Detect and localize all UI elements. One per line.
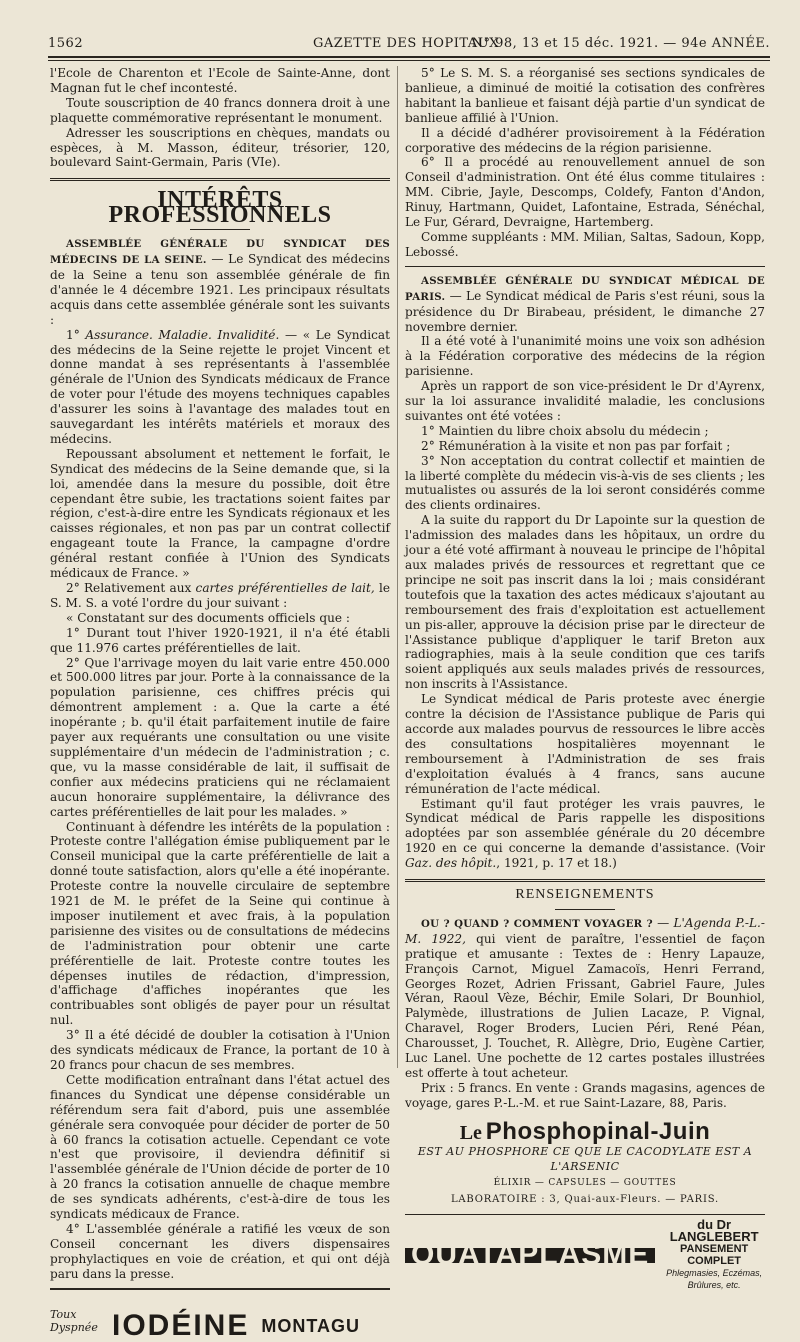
text: le S. M. S. a voté l'ordre du jour suivant :: [50, 581, 391, 610]
right-column: [405, 66, 765, 1291]
paragraph: 3° Il a été décidé de doubler la cotisation à l'Union des syndicats médicaux de France, la portant de 10 à 20 francs pour chacun de ses membres.: [50, 1028, 390, 1072]
paragraph: [50, 328, 390, 447]
text: L'Agenda P.-L.-M. 1922,: [405, 915, 765, 946]
article-heading: ASSEMBLÉE GÉNÉRALE DU SYNDICAT DES MÉDECINS DE LA SEINE.: [50, 238, 390, 267]
text: , 1921, p. 17 et 18.): [496, 856, 617, 871]
text: 1°: [66, 327, 86, 342]
text: —: [652, 915, 674, 930]
text: qui vient de paraître, l'essentiel de façon pratique et amusante : Textes de : Henry Lapauze, François Carnot, Miguel Zamacoïs, Henri Ferrand, Georges Rozet, Adrien Frissant, Gabriel Faure, Jules Véran, Raoul Vèze, Béchir, Emile Solari, Dr Bounhiol, Palymède, illustrations de Julien Lacaze, P. Vignal, Charavel, Roger Broders, Lucien Péri, René Péan, Charousset, J. Touchet, R. Allègre, Drio, Eugène Cartier, Luc Lanel. Une pochette de 12 cartes postales illustrées est offerte à tout acheteur.: [405, 931, 765, 1080]
text: 2° Relativement aux: [66, 581, 196, 595]
ad-details: [663, 1219, 765, 1291]
paragraph: Comme suppléants : MM. Milian, Saltas, Sadoun, Kopp, Lebossé.: [405, 229, 765, 259]
ad-text: PANSEMENT COMPLET: [679, 1243, 749, 1268]
paragraph: Il a été voté à l'unanimité moins une voix son adhésion à la Fédération corporative des médecins de la région parisienne.: [405, 334, 765, 379]
section-title: RENSEIGNEMENTS: [515, 887, 655, 903]
paragraph: Prix : 5 francs. En vente : Grands magasins, agences de voyage, gares P.-L.-M. et rue Saint-Lazare, 88, Paris.: [405, 1080, 765, 1110]
section-rule: [50, 178, 390, 181]
text: Assurance. Maladie. Invalidité.: [85, 327, 280, 342]
short-rule: [555, 909, 615, 910]
paragraph: 4° L'assemblée générale a ratifié les vœux de son Conseil concernant les divers dispensaires prophylactiques en voie de création, et qui ont déjà paru dans la presse.: [50, 1221, 390, 1281]
paragraph: 6° Il a procédé au renouvellement annuel de son Conseil d'administration. Ont été élus comme titulaires : MM. Cibrie, Jayle, Descomps, Coldefy, Fanton d'Andon, Rinuy, Hartmann, Quidet, Lafontaine, Estrada, Sénéchal, Le Fur, Gérard, Devraigne, Hartemberg.: [405, 155, 765, 230]
ad-text: Toux: [50, 1307, 77, 1321]
paragraph: 1° Durant tout l'hiver 1920-1921, il n'a été établi que 11.976 cartes préférentielles de lait.: [50, 625, 390, 655]
text: — Le Syndicat des médecins de la Seine a tenu son assemblée générale de fin d'année le 4 décembre 1921. Les principaux résultats acquis dans cette assemblée générale sont les suivants :: [50, 252, 390, 327]
paragraph: [405, 797, 765, 872]
ad-tagline: EST AU PHOSPHORE CE QUE LE CACODYLATE EST A L'ARSENIC: [417, 1144, 753, 1173]
article-heading: OU ? QUAND ? COMMENT VOYAGER ?: [421, 917, 653, 930]
text: — Le Syndicat médical de Paris s'est réuni, sous la présidence du Dr Birabeau, président, le dimanche 27 novembre dernier.: [405, 288, 765, 334]
section-rule: [405, 266, 765, 267]
short-rule: [190, 229, 250, 230]
section-title: INTÉRÊTS PROFESSIONNELS: [108, 187, 332, 229]
ad-brand: MONTAGU: [261, 1315, 361, 1336]
left-column: [50, 66, 391, 1342]
header-rule-thin: [48, 60, 770, 61]
ad-indications: [50, 1308, 106, 1334]
paragraph: « Constatant sur des documents officiels que :: [66, 610, 350, 625]
paragraph: 1° Maintien du libre choix absolu du médecin ;: [421, 423, 709, 438]
paragraph: 2° Que l'arrivage moyen du lait varie entre 450.000 et 500.000 litres par jour. Porte à la connaissance de la population parisienne, ces chiffres précis qui démontrent amplement : a. Que la carte a été inopérante ; b. qu'il était parfaitement inutile de faire payer aux requérants une consultation ou une visite supplémentaire d'un médecin de l'administration ; c. que, vu la masse considérable de lait, il suffisait de confier aux médecins praticiens qui ne réclamaient aucun honoraire supplémentaire, la délivrance des cartes préférentielles de lait pour les malades. »: [50, 655, 390, 819]
paragraph: Repoussant absolument et nettement le forfait, le Syndicat des médecins de la Seine demande que, si la loi, amendée dans la mesure du possible, doit être cependant être subie, les tractations soient faites par région, c'est-à-dire entre les Syndicats régionaux et les caisses régionales, et non pas par un contrat collectif engageant toute la France, la campagne d'ordre général restant confiée à l'Union des Syndicats médicaux de France. »: [50, 446, 390, 581]
paragraph: 3° Non acceptation du contrat collectif et maintien de la liberté complète du médecin vis-à-vis de ses clients ; les mutualistes ou assurés de la loi seront considérés comme des clients ordinaires.: [405, 453, 765, 513]
advertisement-ouataplasme: [405, 1214, 765, 1291]
paragraph: 5° Le S. M. S. a réorganisé ses sections syndicales de banlieue, a diminué de moitié la cotisation des confrères habitant la banlieue et faisant déjà partie d'un syndicat de banlieue affilié à l'Union.: [405, 66, 765, 125]
column-divider: [397, 66, 398, 1068]
paragraph: Le Syndicat médical de Paris proteste avec énergie contre la décision de l'Assistance publique de Paris qui accorde aux malades pourvus de ressources le libre accès des consultations hospitalières moyennant le remboursement à l'Administration de ses frais d'exploitation évalués à 4 francs, sans aucune rémunération de l'acte médical.: [405, 692, 765, 796]
paragraph: Cette modification entraînant dans l'état actuel des finances du Syndicat une dépense considérable un référendum sera fait d'abord, puis une assemblée générale sera convoquée pour décider de porter de 50 à 60 francs la cotisation actuelle. Cependant ce vote n'est que provisoire, il deviendra définitif si l'assemblée générale de l'Union décide de porter de 10 à 20 francs la cotisation annuelle de chaque membre de ses syndicats adhérents, c'est-à-dire de tous les syndicats médicaux de France.: [50, 1072, 390, 1222]
text: — « Le Syndicat des médecins de la Seine rejette le projet Vincent et donne mandat à ses représentants à l'assemblée générale de l'Union des Syndicats médicaux de France de voter pour l'étude des moyens techniques capables d'assurer les soins à l'avantage des malades tout en sauvegardant les intérêts matériels et moraux des médecins.: [50, 327, 390, 446]
paragraph: Après un rapport de son vice-président le Dr d'Ayrenx, sur la loi assurance invalidité maladie, les conclusions suivantes ont été votées :: [405, 379, 765, 423]
ad-product-name: IODÉINE: [112, 1308, 250, 1342]
paragraph: [50, 581, 390, 611]
ad-product-name: OUATAPLASME: [405, 1248, 655, 1263]
paragraph: l'Ecole de Charenton et l'Ecole de Sainte-Anne, dont Magnan fut le chef incontesté.: [50, 66, 390, 95]
paragraph: A la suite du rapport du Dr Lapointe sur la question de l'admission des malades dans les hôpitaux, un ordre du jour a été voté affirmant à nouveau le principe de l'hôpital aux malades privés de ressources et regrettant que ce principe ne soit pas inscrit dans la loi ; mais considérant toutefois que la taxation des actes médicaux s'ajoutant au remboursement des frais d'exploitation est actuellement un pis-aller, approuve la décision prise par le directeur de l'Assistance publique d'appliquer le tarif Breton aux radiographies, mais à la seule condition que ces tarifs soient appliqués aux seuls malades privés de ressources, non inscrits à l'Assistance.: [405, 513, 765, 692]
paragraph: Il a décidé d'adhérer provisoirement à la Fédération corporative des médecins de la région parisienne.: [405, 125, 765, 155]
header-rule: [48, 56, 770, 58]
running-header: [48, 36, 770, 52]
paragraph: 2° Rémunération à la visite et non pas par forfait ;: [421, 438, 731, 453]
paragraph: [405, 273, 765, 335]
ad-text: Dyspnée: [50, 1320, 98, 1334]
paragraph: [405, 916, 765, 1081]
text: Estimant qu'il faut protéger les vrais pauvres, le Syndicat médical de Paris rappelle les dispositions adoptées par son assemblée générale du 20 décembre 1920 en ce qui concerne la demande d'assistance. (Voir: [405, 796, 765, 856]
journal-title: GAZETTE DES HOPITAUX: [313, 36, 499, 51]
paragraph: Adresser les souscriptions en chèques, mandats ou espèces, à M. Masson, éditeur, trésorier, 120, boulevard Saint-Germain, Paris (VIe).: [50, 125, 390, 170]
article-heading: ASSEMBLÉE GÉNÉRALE DU SYNDICAT MÉDICAL DE PARIS.: [405, 274, 765, 303]
paragraph: Toute souscription de 40 francs donnera droit à une plaquette commémorative représentant le monument.: [50, 95, 390, 125]
advertisement-phosphopinal: [405, 1117, 765, 1209]
issue-info: N° 98, 13 et 15 déc. 1921. — 94e ANNÉE.: [471, 36, 770, 51]
paragraph: Continuant à défendre les intérêts de la population : Proteste contre l'allégation émise publiquement par le Conseil municipal que la carte préférentielle de lait a donné toute satisfaction, alors qu'elle a été inopérante. Proteste contre la nouvelle circulaire de septembre 1921 de M. le préfet de la Seine qui continue à imposer inutilement et avec frais, à la population parisienne des visites ou de consultations de médecins de l'administration pour obtenir une carte préférentielle de lait. Proteste contre toutes les dépenses inutiles de rédaction, d'impression, d'affichage d'affiches inopérantes que les contribuables sont obligés de payer pour un résultat nul.: [50, 819, 390, 1028]
page-number: 1562: [48, 36, 84, 51]
ad-address: LABORATOIRE : 3, Quai-aux-Fleurs. — PARIS.: [450, 1194, 720, 1206]
text: Gaz. des hôpit.: [405, 856, 497, 871]
ad-text: Phlegmasies, Eczémas, Brûlures, etc.: [666, 1268, 763, 1291]
ad-text: Le: [459, 1121, 482, 1144]
advertisement-iodeine: [50, 1288, 390, 1342]
ad-text: du Dr LANGLEBERT: [669, 1217, 759, 1245]
paragraph: [50, 236, 390, 327]
ad-forms: ÉLIXIR — CAPSULES — GOUTTES: [493, 1178, 677, 1189]
ad-product-name: Phosphopinal-Juin: [485, 1117, 711, 1145]
section-rule: [405, 879, 765, 882]
text: cartes préférentielles de lait,: [195, 581, 375, 595]
